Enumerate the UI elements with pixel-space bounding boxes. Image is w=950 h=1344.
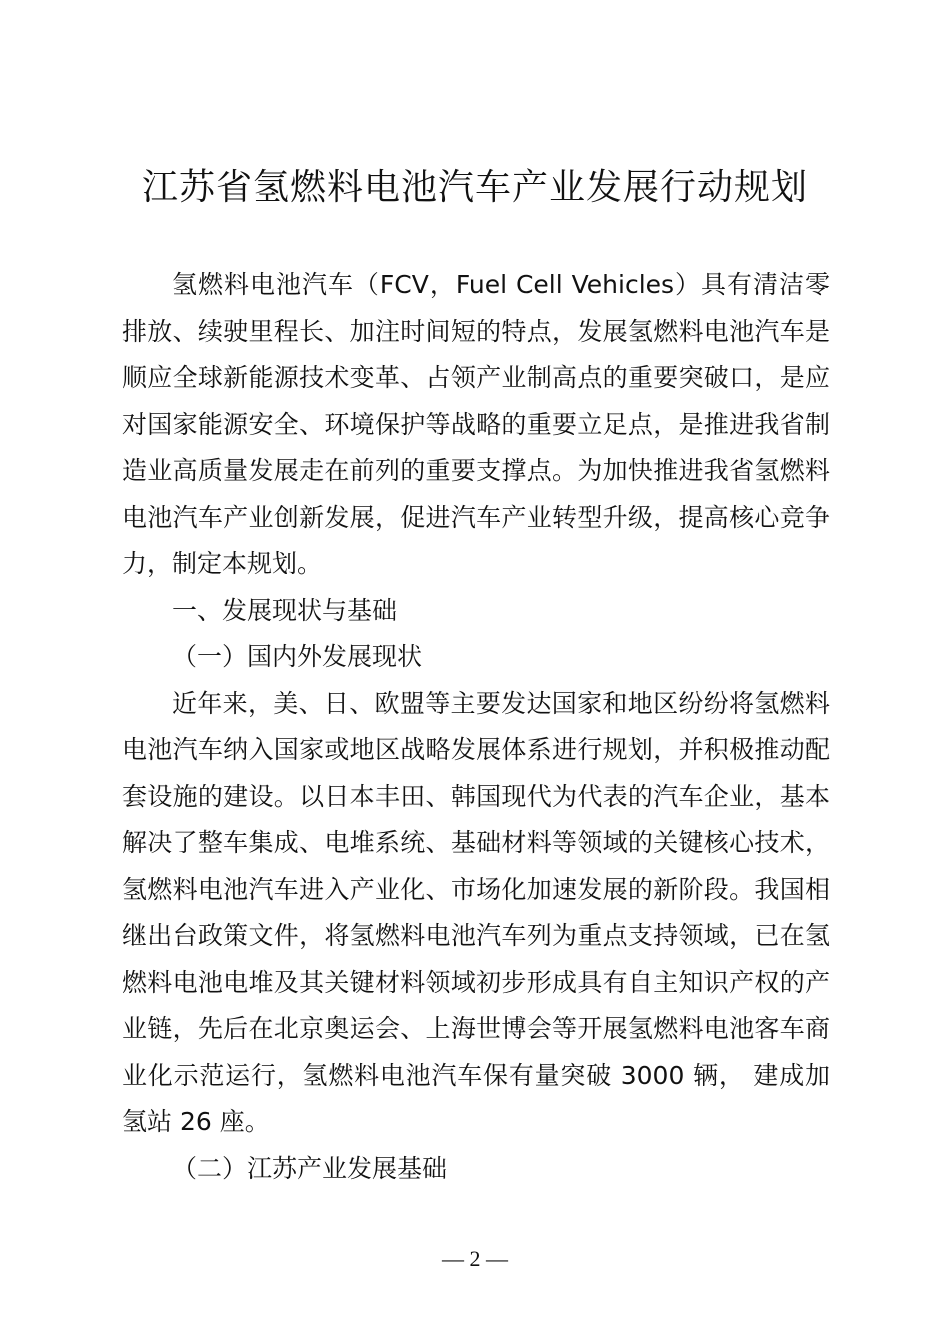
section-heading-1: 一、发展现状与基础 xyxy=(172,595,398,625)
subsection-1-paragraph: 近年来，美、日、欧盟等主要发达国家和地区纷纷将氢燃料电池汽车纳入国家或地区战略发展体系进行规划，并积极推动配套设施的建设。以日本丰田、韩国现代为代表的汽车企业，基本解决了整车集成、电堆系统、基础材料等领域的关键核心技术，氢燃料电池汽车进入产业化、市场化加速发展的新阶段。我国相继出台政策文件，将氢燃料电池汽车列为重点支持领域，已在氢燃料电池电堆及其关键材料领域初步形成具有自主知识产权的产业链，先后在北京奥运会、上海世博会等开展氢燃料电池客车商业化示范运行，氢燃料电池汽车保有量突破 3000 辆， 建成加氢站 26 座。 xyxy=(122,688,830,1136)
subsection-heading-2: （二）江苏产业发展基础 xyxy=(172,1153,448,1183)
subsection-heading-1: （一）国内外发展现状 xyxy=(172,642,423,671)
document-title: 江苏省氢燃料电池汽车产业发展行动规划 xyxy=(141,167,808,208)
document-body xyxy=(122,262,830,1192)
page-number: — 2 — xyxy=(442,1246,508,1271)
intro-paragraph: 氢燃料电池汽车（FCV，Fuel Cell Vehicles）具有清洁零排放、续驶里程长、加注时间短的特点，发展氢燃料电池汽车是顺应全球新能源技术变革、占领产业制高点的重要突破口，是应对国家能源安全、环境保护等战略的重要立足点，是推进我省制造业高质量发展走在前列的重要支撑点。为加快推进我省氢燃料电池汽车产业创新发展，促进汽车产业转型升级，提高核心竞争力，制定本规划。 xyxy=(122,270,830,578)
